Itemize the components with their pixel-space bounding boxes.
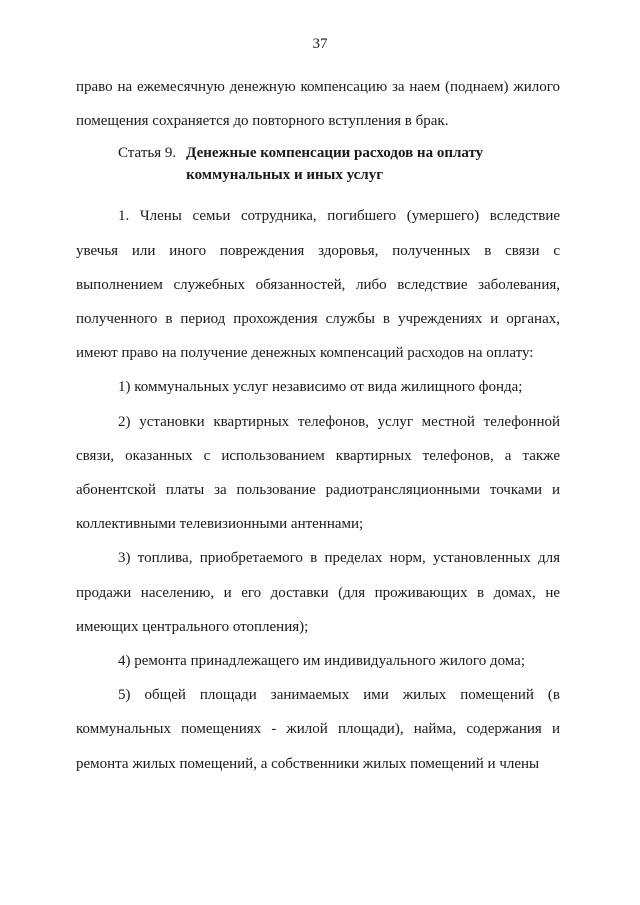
paragraph-1: 1. Члены семьи сотрудника, погибшего (умершего) вследствие увечья или иного повреждения здоровья, полученных в связи с выполнением служебных обязанностей, либо вследствие заболевания, полученного в период прохождения службы в учреждениях и органах, имеют право на получение денежных компенсаций расходов на оплату: bbox=[76, 208, 560, 362]
document-body bbox=[76, 70, 560, 781]
page-number: 37 bbox=[312, 36, 328, 52]
intro-paragraph: право на ежемесячную денежную компенсацию за наем (поднаем) жилого помещения сохраняется до повторного вступления в брак. bbox=[76, 79, 560, 130]
article-heading bbox=[76, 142, 560, 186]
article-title-line-2: коммунальных и иных услуг bbox=[186, 167, 384, 184]
article-title-line-1: Денежные компенсации расходов на оплату bbox=[186, 145, 484, 162]
list-item-5: 5) общей площади занимаемых ими жилых помещений (в коммунальных помещениях - жилой площади), найма, содержания и ремонта жилых помещений, а собственники жилых помещений и члены bbox=[76, 687, 560, 772]
list-item-4: 4) ремонта принадлежащего им индивидуального жилого дома; bbox=[118, 653, 526, 670]
article-label: Статья 9. bbox=[118, 145, 177, 162]
list-item-1: 1) коммунальных услуг независимо от вида жилищного фонда; bbox=[118, 379, 523, 396]
list-item-3: 3) топлива, приобретаемого в пределах норм, установленных для продажи населению, и его доставки (для проживающих в домах, не имеющих центрального отопления); bbox=[76, 550, 560, 635]
article-title bbox=[186, 142, 483, 186]
list-item-2: 2) установки квартирных телефонов, услуг местной телефонной связи, оказанных с использованием квартирных телефонов, а также абонентской платы за пользование радиотрансляционными точками и коллективными телевизионными антеннами; bbox=[76, 413, 560, 533]
